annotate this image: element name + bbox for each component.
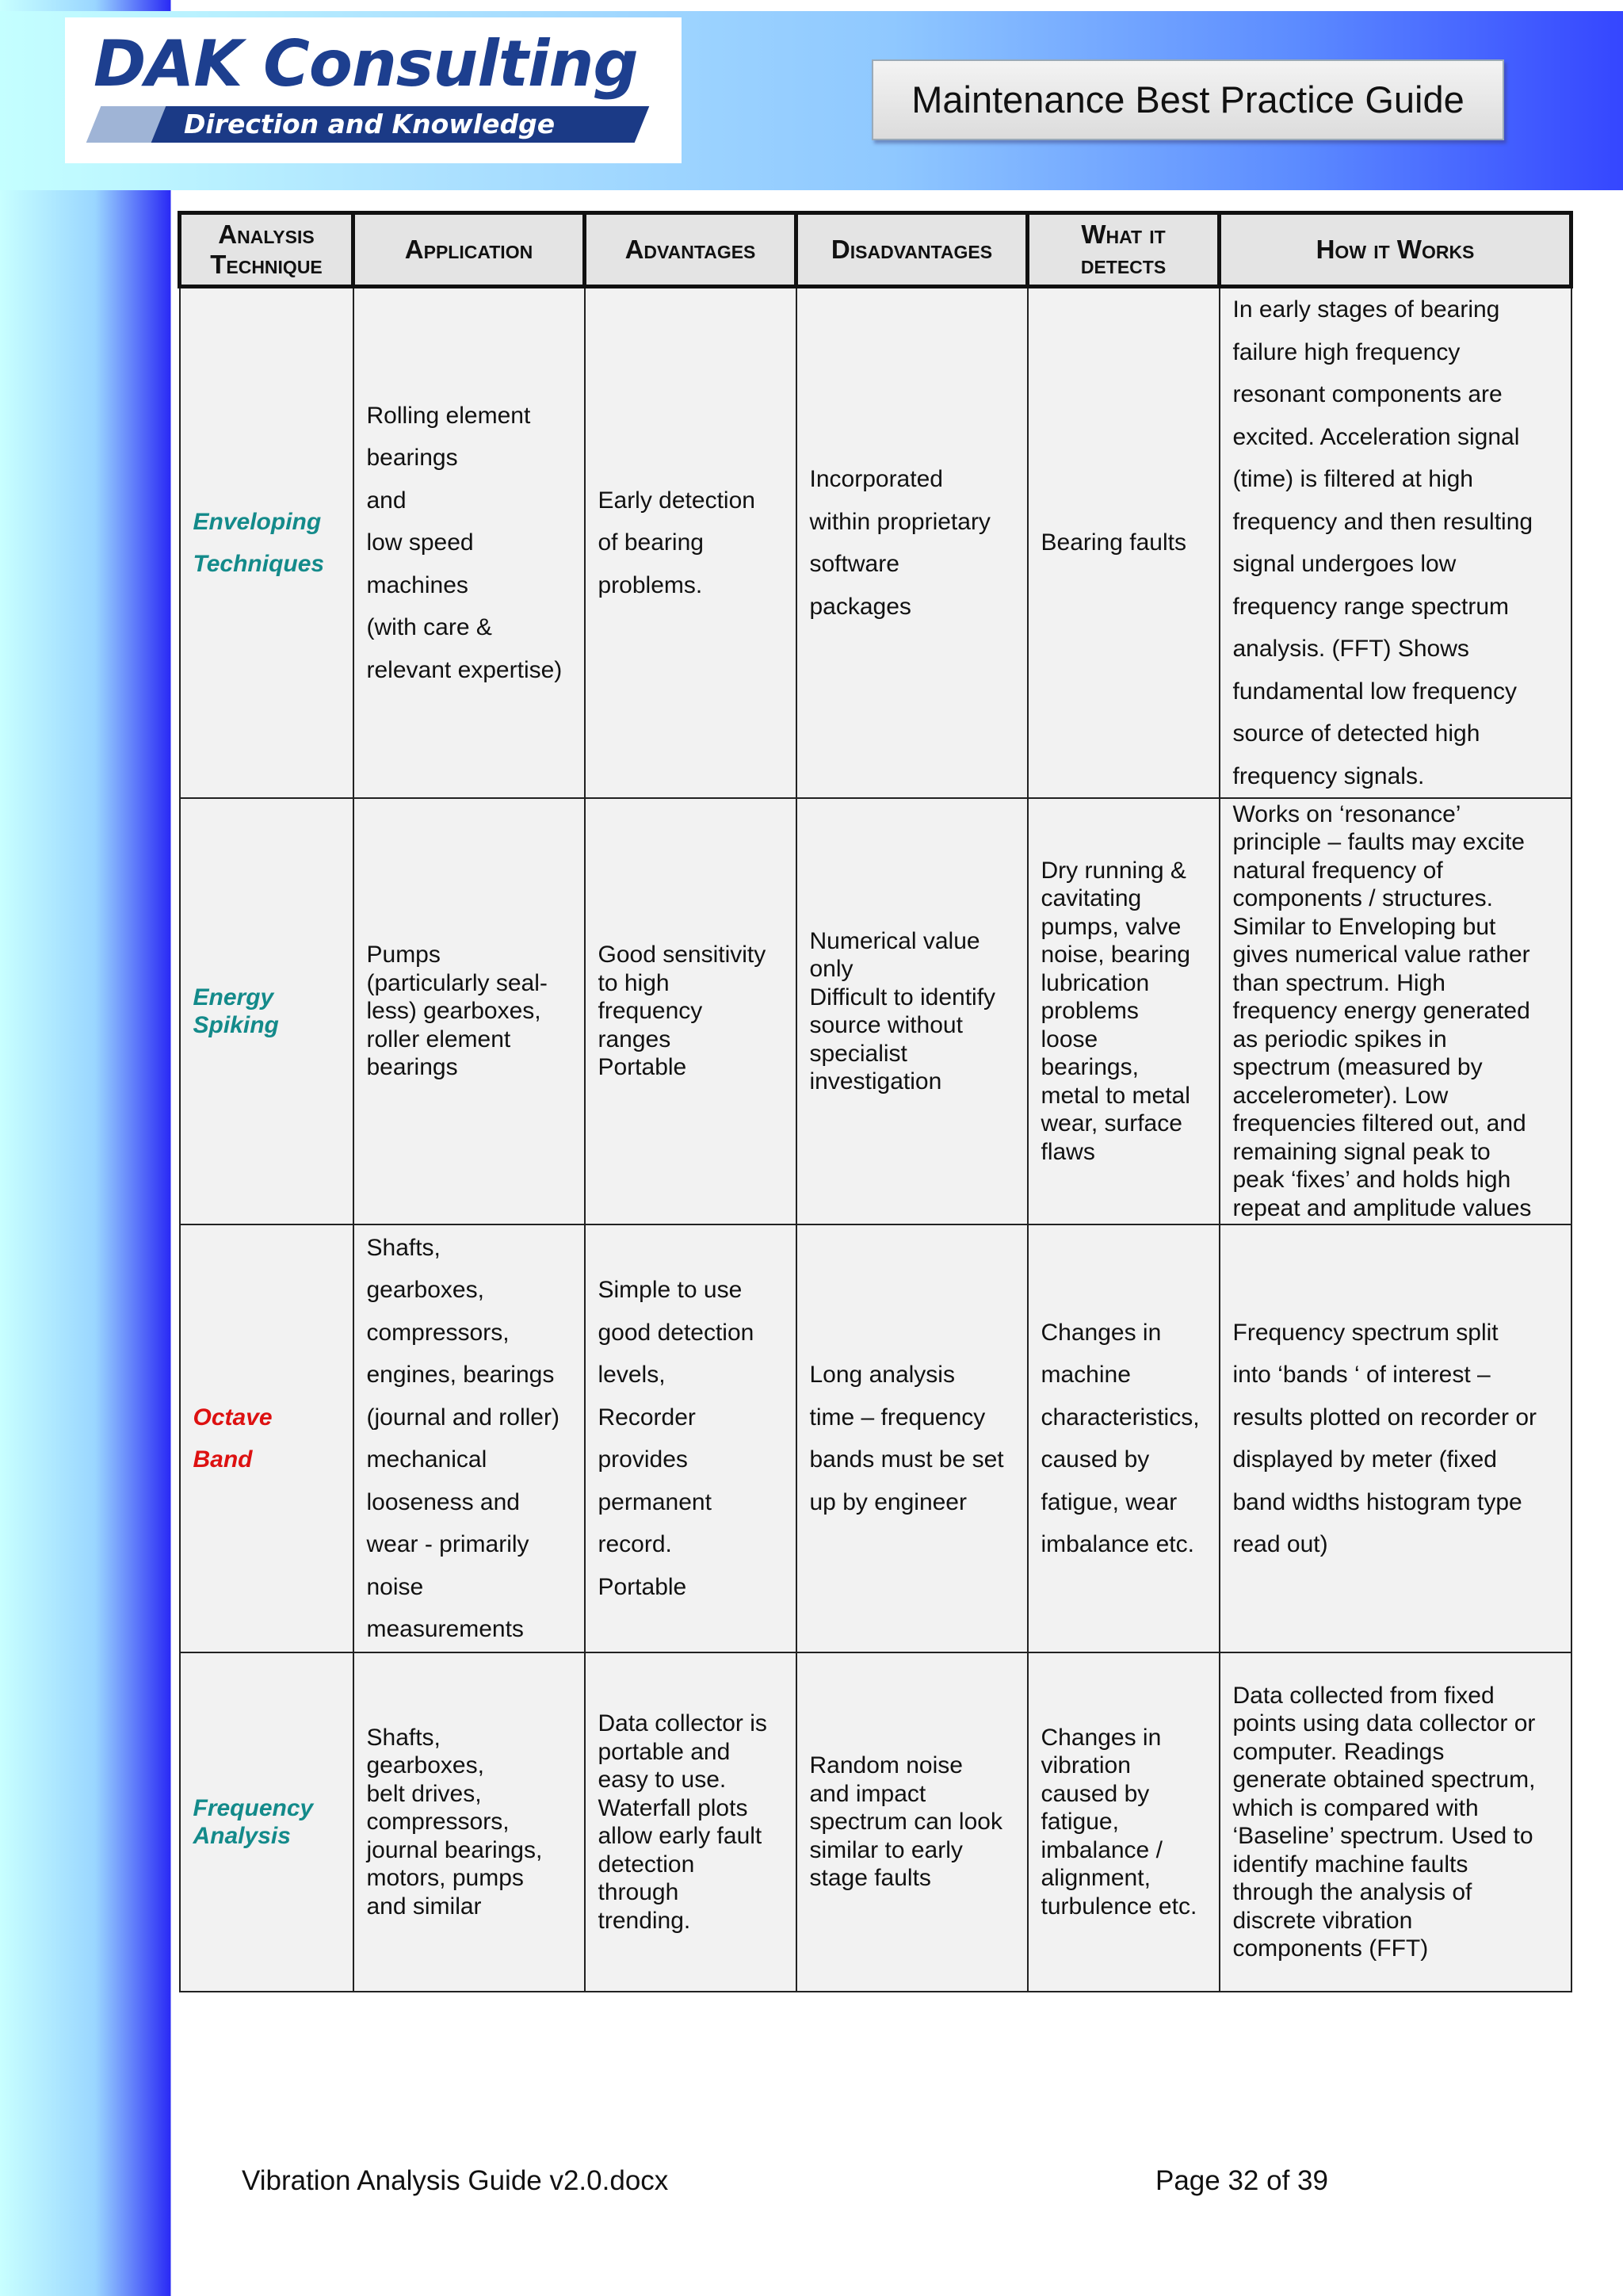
how-it-works-cell: Works on ‘resonance’ principle – faults may excite natural frequency of components / structures. Similar to Enveloping but gives numerical value rather than spectrum. High frequency energy generated as periodic spikes in spectrum (measured by accelerometer). Low frequencies filtered out, and remaining signal peak to peak ‘fixes’ and holds high repeat and amplitude values: [1220, 798, 1571, 1224]
detects-cell: Changes in vibration caused by fatigue, imbalance / alignment, turbulence etc.: [1028, 1652, 1220, 1992]
application-cell: Shafts, gearboxes, compressors, engines, bearings (journal and roller) mechanical looseness and wear - primarily noise measurements: [353, 1224, 585, 1652]
analysis-techniques-table: [178, 211, 1573, 1992]
advantages-cell: Data collector is portable and easy to use. Waterfall plots allow early fault detection through trending.: [585, 1652, 796, 1992]
table-row: [180, 287, 1571, 799]
disadvantages-cell: Incorporated within proprietary software packages: [796, 287, 1028, 799]
footer-page-number: Page 32 of 39: [1155, 2165, 1328, 2196]
application-cell: Shafts, gearboxes, belt drives, compressors, journal bearings, motors, pumps and similar: [353, 1652, 585, 1992]
column-header-how-it-works: How it Works: [1220, 213, 1571, 287]
application-cell: Rolling element bearings and low speed machines (with care & relevant expertise): [353, 287, 585, 799]
disadvantages-cell: Random noise and impact spectrum can look similar to early stage faults: [796, 1652, 1028, 1992]
how-it-works-cell: Frequency spectrum split into ‘bands ‘ of interest – results plotted on recorder or displayed by meter (fixed band widths histogram type read out): [1220, 1224, 1571, 1652]
how-it-works-cell: Data collected from fixed points using data collector or computer. Readings generate obtained spectrum, which is compared with ‘Baseline’ spectrum. Used to identify machine faults through the analysis of discrete vibration components (FFT): [1220, 1652, 1571, 1992]
detects-cell: Changes in machine characteristics, caused by fatigue, wear imbalance etc.: [1028, 1224, 1220, 1652]
detects-cell: Bearing faults: [1028, 287, 1220, 799]
disadvantages-cell: Long analysis time – frequency bands must be set up by engineer: [796, 1224, 1028, 1652]
disadvantages-cell: Numerical value only Difficult to identify source without specialist investigation: [796, 798, 1028, 1224]
advantages-cell: Early detection of bearing problems.: [585, 287, 796, 799]
column-header-application: Application: [353, 213, 585, 287]
footer-filename: Vibration Analysis Guide v2.0.docx: [242, 2165, 669, 2196]
table-row: [180, 1652, 1571, 1992]
application-cell: Pumps (particularly seal- less) gearboxes, roller element bearings: [353, 798, 585, 1224]
column-header-detects: What it detects: [1028, 213, 1220, 287]
logo-wordmark: DAK Consulting: [94, 27, 638, 101]
column-header-advantages: Advantages: [585, 213, 796, 287]
technique-cell: Octave Band: [180, 1224, 353, 1652]
guide-title: Maintenance Best Practice Guide: [872, 59, 1504, 140]
table-header-row: [180, 213, 1571, 287]
advantages-cell: Simple to use good detection levels, Recorder provides permanent record. Portable: [585, 1224, 796, 1652]
technique-cell: Energy Spiking: [180, 798, 353, 1224]
column-header-disadvantages: Disadvantages: [796, 213, 1028, 287]
how-it-works-cell: In early stages of bearing failure high frequency resonant components are excited. Acceleration signal (time) is filtered at high frequency and then resulting signal undergoes low frequency range spectrum analysis. (FFT) Shows fundamental low frequency source of detected high frequency signals.: [1220, 287, 1571, 799]
logo-tagline: Direction and Knowledge: [184, 109, 556, 139]
technique-cell: Enveloping Techniques: [180, 287, 353, 799]
technique-cell: Frequency Analysis: [180, 1652, 353, 1992]
detects-cell: Dry running & cavitating pumps, valve noise, bearing lubrication problems loose bearings, metal to metal wear, surface flaws: [1028, 798, 1220, 1224]
advantages-cell: Good sensitivity to high frequency ranges Portable: [585, 798, 796, 1224]
column-header-technique: Analysis Technique: [180, 213, 353, 287]
table-row: [180, 1224, 1571, 1652]
table-row: [180, 798, 1571, 1224]
